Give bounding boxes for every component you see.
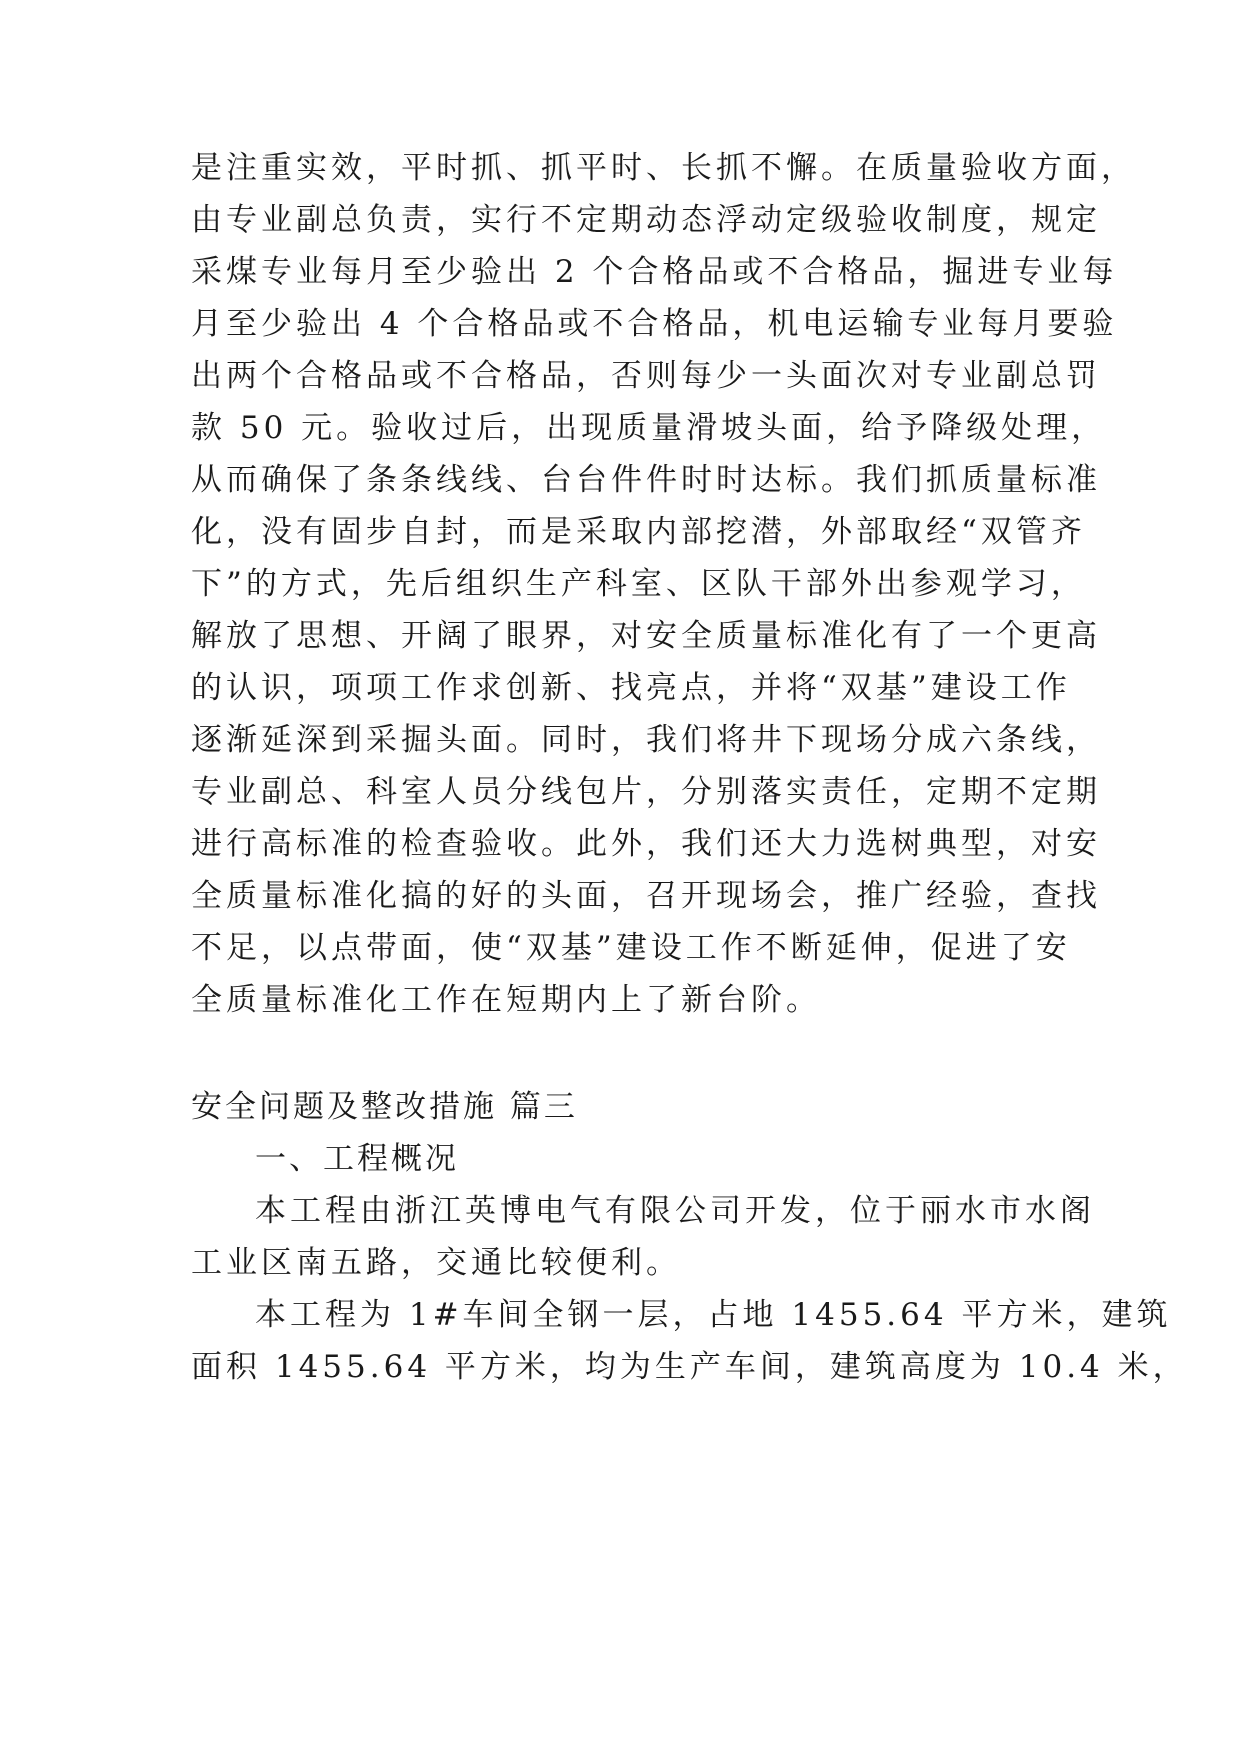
text-line: 进行高标准的检查验收。此外，我们还大力选树典型，对安 xyxy=(191,826,1101,862)
text-line: 全质量标准化搞的好的头面，召开现场会，推广经验，查找 xyxy=(191,878,1101,914)
text-line: 款 50 元。验收过后，出现质量滑坡头面，给予降级处理， xyxy=(191,410,1107,446)
text-line: 面积 1455.64 平方米，均为生产车间，建筑高度为 10.4 米， xyxy=(191,1349,1188,1385)
text-line: 出两个合格品或不合格品，否则每少一头面次对专业副总罚 xyxy=(191,358,1101,394)
section-title: 安全问题及整改措施 篇三 xyxy=(191,1089,578,1125)
text-line: 化，没有固步自封，而是采取内部挖潜，外部取经“双管齐 xyxy=(191,514,1086,550)
text-line: 本工程为 1#车间全钢一层，占地 1455.64 平方米，建筑 xyxy=(255,1297,1172,1333)
text-line: 是注重实效，平时抓、抓平时、长抓不懈。在质量验收方面， xyxy=(191,150,1136,186)
text-line: 的认识，项项工作求创新、找亮点，并将“双基”建设工作 xyxy=(191,670,1071,706)
text-line: 逐渐延深到采掘头面。同时，我们将井下现场分成六条线， xyxy=(191,722,1101,758)
text-line: 工业区南五路，交通比较便利。 xyxy=(191,1245,681,1281)
text-line: 专业副总、科室人员分线包片，分别落实责任，定期不定期 xyxy=(191,774,1101,810)
text-line: 从而确保了条条线线、台台件件时时达标。我们抓质量标准 xyxy=(191,462,1101,498)
text-line: 采煤专业每月至少验出 2 个合格品或不合格品，掘进专业每 xyxy=(191,254,1118,290)
text-line: 全质量标准化工作在短期内上了新台阶。 xyxy=(191,982,821,1018)
text-line: 不足，以点带面，使“双基”建设工作不断延伸，促进了安 xyxy=(191,930,1071,966)
text-line: 下”的方式，先后组织生产科室、区队干部外出参观学习， xyxy=(191,566,1086,602)
text-line: 月至少验出 4 个合格品或不合格品，机电运输专业每月要验 xyxy=(191,306,1118,342)
text-line: 解放了思想、开阔了眼界，对安全质量标准化有了一个更高 xyxy=(191,618,1101,654)
text-line: 本工程由浙江英博电气有限公司开发，位于丽水市水阁 xyxy=(255,1193,1095,1229)
subsection-title: 一、工程概况 xyxy=(255,1141,459,1177)
text-line: 由专业副总负责，实行不定期动态浮动定级验收制度，规定 xyxy=(191,202,1101,238)
